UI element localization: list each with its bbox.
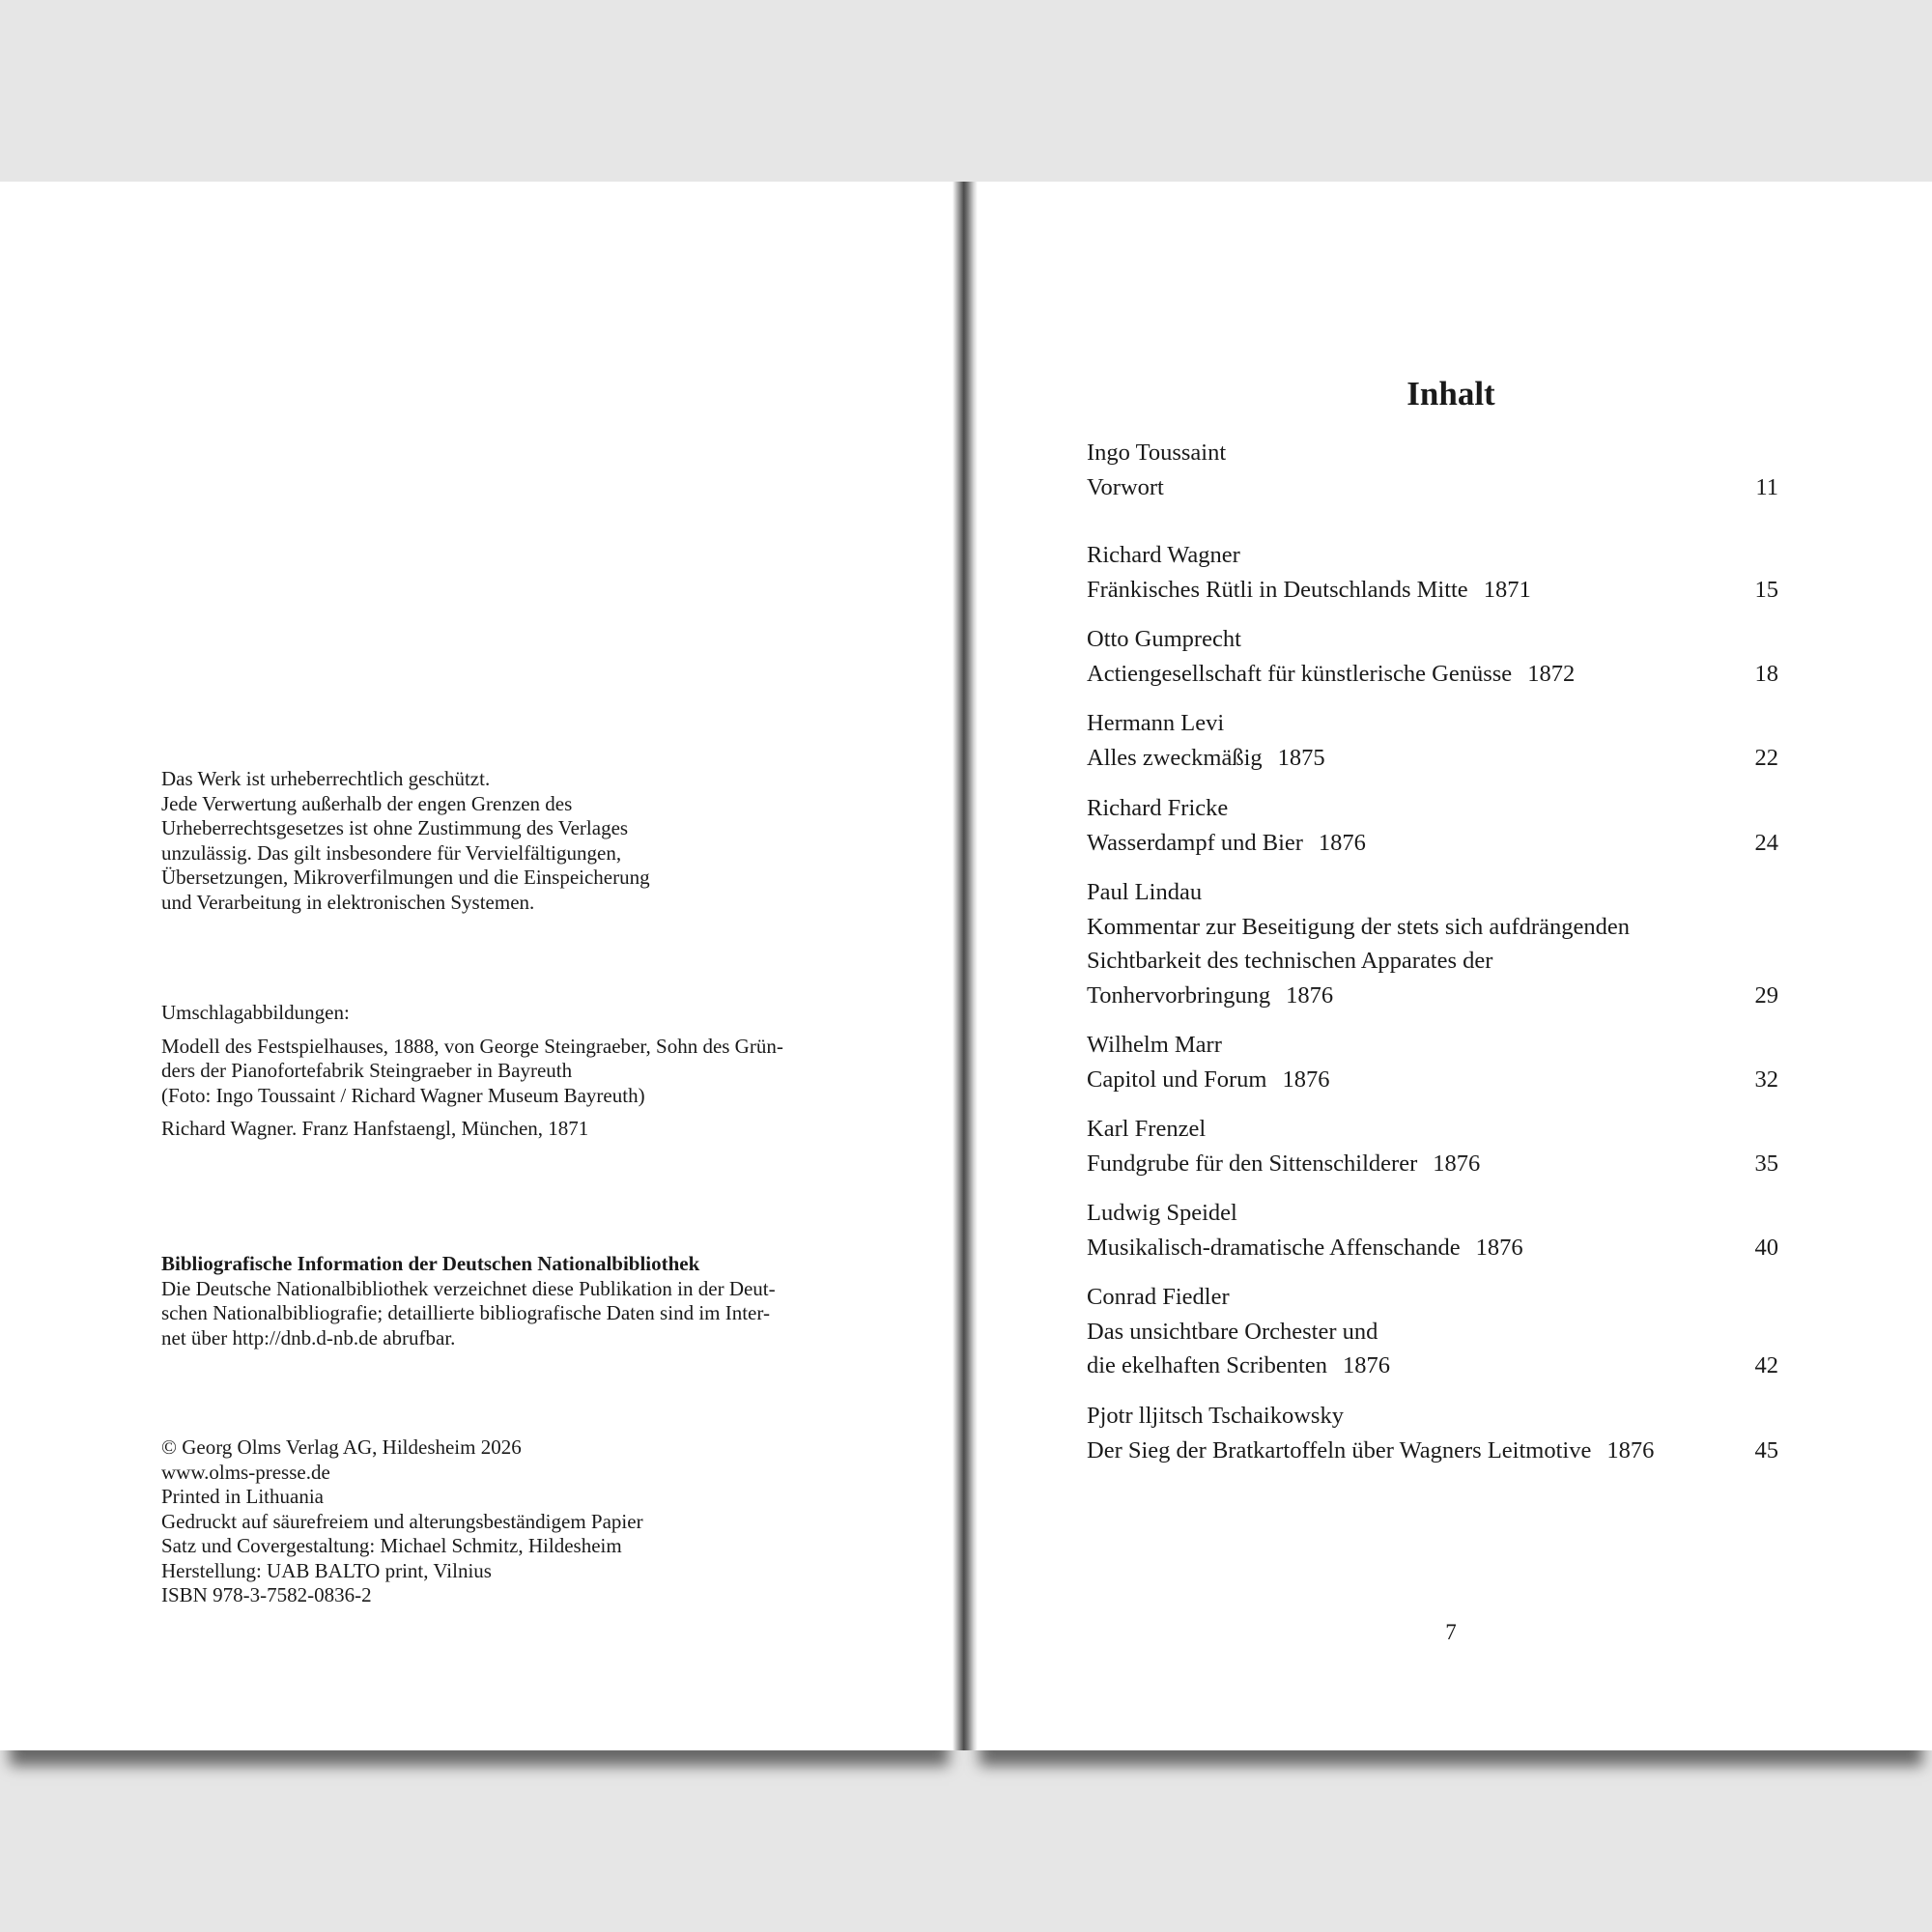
copyright-notice (161, 767, 857, 915)
bibliographic-heading: Bibliografische Information der Deutschen Nationalbibliothek (161, 1252, 700, 1275)
copyright-line: unzulässig. Das gilt insbesondere für Vervielfältigungen, (161, 840, 622, 865)
toc-author: Otto Gumprecht (1087, 626, 1241, 652)
toc-entry[interactable] (1087, 436, 1778, 504)
toc-title-line (1087, 1349, 1778, 1383)
toc-title-text: Actiengesellschaft für künstlerische Genüsse (1087, 660, 1513, 687)
toc-author: Richard Wagner (1087, 542, 1240, 568)
toc-entry[interactable] (1087, 538, 1778, 607)
toc-entry[interactable] (1087, 1196, 1778, 1264)
copyright-line: Jede Verwertung außerhalb der engen Grenzen des (161, 791, 573, 815)
cover-caption-2: Richard Wagner. Franz Hanfstaengl, München, 1871 (161, 1117, 589, 1140)
toc-title-line (1087, 1315, 1778, 1350)
copyright-line: und Verarbeitung in elektronischen Systemen. (161, 890, 535, 914)
book-spine-shadow (952, 182, 978, 1750)
toc-title-text: Kommentar zur Beseitigung der stets sich aufdrängenden (1087, 913, 1630, 940)
toc-title-line (1087, 573, 1778, 608)
cover-caption-line: Modell des Festspielhauses, 1888, von George Steingraeber, Sohn des Grün- (161, 1034, 783, 1058)
toc-page-number: 18 (1754, 660, 1778, 687)
toc-title-text: Fundgrube für den Sittenschilderer (1087, 1150, 1418, 1177)
toc-author: Karl Frenzel (1087, 1116, 1207, 1142)
toc-author: Ingo Toussaint (1087, 440, 1227, 466)
page-number: 7 (1445, 1620, 1457, 1644)
toc-entry[interactable] (1087, 791, 1778, 860)
cover-caption-line: (Foto: Ingo Toussaint / Richard Wagner Museum Bayreuth) (161, 1083, 645, 1107)
left-page (0, 182, 958, 1750)
toc-title-text: Tonhervorbringung (1087, 981, 1271, 1009)
toc-page-number: 40 (1754, 1234, 1778, 1261)
toc-year: 1876 (1433, 1150, 1481, 1177)
bibliographic-line: net über http://dnb.d-nb.de abrufbar. (161, 1325, 456, 1350)
bibliographic-line: Die Deutsche Nationalbibliothek verzeichnet diese Publikation in der Deut- (161, 1276, 776, 1300)
cover-credits (161, 1001, 857, 1142)
toc-title-text: Fränkisches Rütli in Deutschlands Mitte (1087, 576, 1468, 603)
toc-page-number: 15 (1754, 576, 1778, 603)
toc-author: Ludwig Speidel (1087, 1200, 1237, 1226)
toc-title-text: Das unsichtbare Orchester und (1087, 1318, 1378, 1345)
publisher-line: Satz und Covergestaltung: Michael Schmitz, Hildesheim (161, 1534, 622, 1557)
toc-title-line (1087, 657, 1778, 692)
toc-year: 1876 (1342, 1352, 1390, 1378)
toc-author: Paul Lindau (1087, 879, 1203, 905)
toc-title-text: Musikalisch-dramatische Affenschande (1087, 1234, 1461, 1261)
toc-title-line (1087, 979, 1778, 1013)
toc-author: Pjotr lljitsch Tschaikowsky (1087, 1403, 1344, 1429)
toc-title-text: Der Sieg der Bratkartoffeln über Wagners Leitmotive (1087, 1436, 1592, 1463)
toc-title-text: Sichtbarkeit des technischen Apparates der (1087, 948, 1493, 974)
bibliographic-line: schen Nationalbibliografie; detaillierte bibliografische Daten sind im Inter- (161, 1301, 770, 1324)
toc-year: 1872 (1527, 660, 1576, 687)
toc-author: Wilhelm Marr (1087, 1032, 1222, 1058)
toc-entry[interactable] (1087, 1112, 1778, 1180)
toc-year: 1876 (1286, 981, 1334, 1009)
toc-author: Richard Fricke (1087, 795, 1229, 821)
cover-heading: Umschlagabbildungen: (161, 1001, 350, 1024)
publisher-line: www.olms-presse.de (161, 1460, 330, 1484)
publisher-line: Printed in Lithuania (161, 1485, 324, 1508)
toc-title-text: Vorwort (1087, 473, 1164, 500)
toc-page-number: 35 (1754, 1150, 1778, 1177)
publisher-line: Herstellung: UAB BALTO print, Vilnius (161, 1558, 492, 1582)
bibliographic-info (161, 1252, 857, 1350)
toc-page-number: 22 (1754, 744, 1778, 771)
toc-year: 1876 (1475, 1234, 1523, 1261)
copyright-line: Urheberrechtsgesetzes ist ohne Zustimmung des Verlages (161, 816, 629, 839)
toc-year: 1876 (1282, 1065, 1330, 1093)
toc-entry[interactable] (1087, 1399, 1778, 1467)
toc-title-line (1087, 1434, 1778, 1468)
toc-page-number: 42 (1754, 1352, 1778, 1378)
toc-title: Inhalt (1406, 375, 1495, 412)
toc-title-line (1087, 1063, 1778, 1097)
toc-title-text: die ekelhaften Scribenten (1087, 1352, 1327, 1378)
toc-year: 1876 (1318, 829, 1366, 856)
copyright-line: Übersetzungen, Mikroverfilmungen und die Einspeicherung (161, 866, 650, 889)
toc-title-line (1087, 741, 1778, 776)
toc-entry[interactable] (1087, 706, 1778, 775)
copyright-line: Das Werk ist urheberrechtlich geschützt. (161, 767, 491, 790)
toc-page-number: 32 (1754, 1065, 1778, 1093)
toc-title-line (1087, 470, 1778, 505)
toc-entry[interactable] (1087, 1028, 1778, 1096)
toc-title-text: Wasserdampf und Bier (1087, 829, 1303, 856)
publisher-info (161, 1435, 857, 1608)
cover-caption-line: ders der Pianofortefabrik Steingraeber in Bayreuth (161, 1059, 573, 1082)
toc-title-text: Alles zweckmäßig (1087, 744, 1263, 771)
toc-entry[interactable] (1087, 875, 1778, 1012)
toc-title-line (1087, 826, 1778, 861)
isbn-line: ISBN 978-3-7582-0836-2 (161, 1583, 372, 1606)
toc-year: 1875 (1277, 744, 1325, 771)
toc-title-line (1087, 1231, 1778, 1265)
publisher-line: Gedruckt auf säurefreiem und alterungsbeständigem Papier (161, 1509, 643, 1533)
toc-author: Hermann Levi (1087, 710, 1225, 736)
toc-entry[interactable] (1087, 622, 1778, 691)
toc-year: 1876 (1606, 1436, 1655, 1463)
toc-year: 1871 (1483, 576, 1531, 603)
toc-title-line (1087, 910, 1778, 945)
right-page (970, 182, 1932, 1750)
toc-title-text: Capitol und Forum (1087, 1065, 1267, 1093)
toc-page-number: 29 (1754, 981, 1778, 1009)
toc-author: Conrad Fiedler (1087, 1284, 1230, 1310)
toc-page-number: 45 (1754, 1436, 1778, 1463)
publisher-line: © Georg Olms Verlag AG, Hildesheim 2026 (161, 1435, 522, 1459)
toc-page-number: 11 (1755, 473, 1778, 500)
toc-page-number: 24 (1754, 829, 1778, 856)
toc-entry[interactable] (1087, 1280, 1778, 1383)
toc-title-line (1087, 1147, 1778, 1181)
toc-title-line (1087, 944, 1778, 979)
